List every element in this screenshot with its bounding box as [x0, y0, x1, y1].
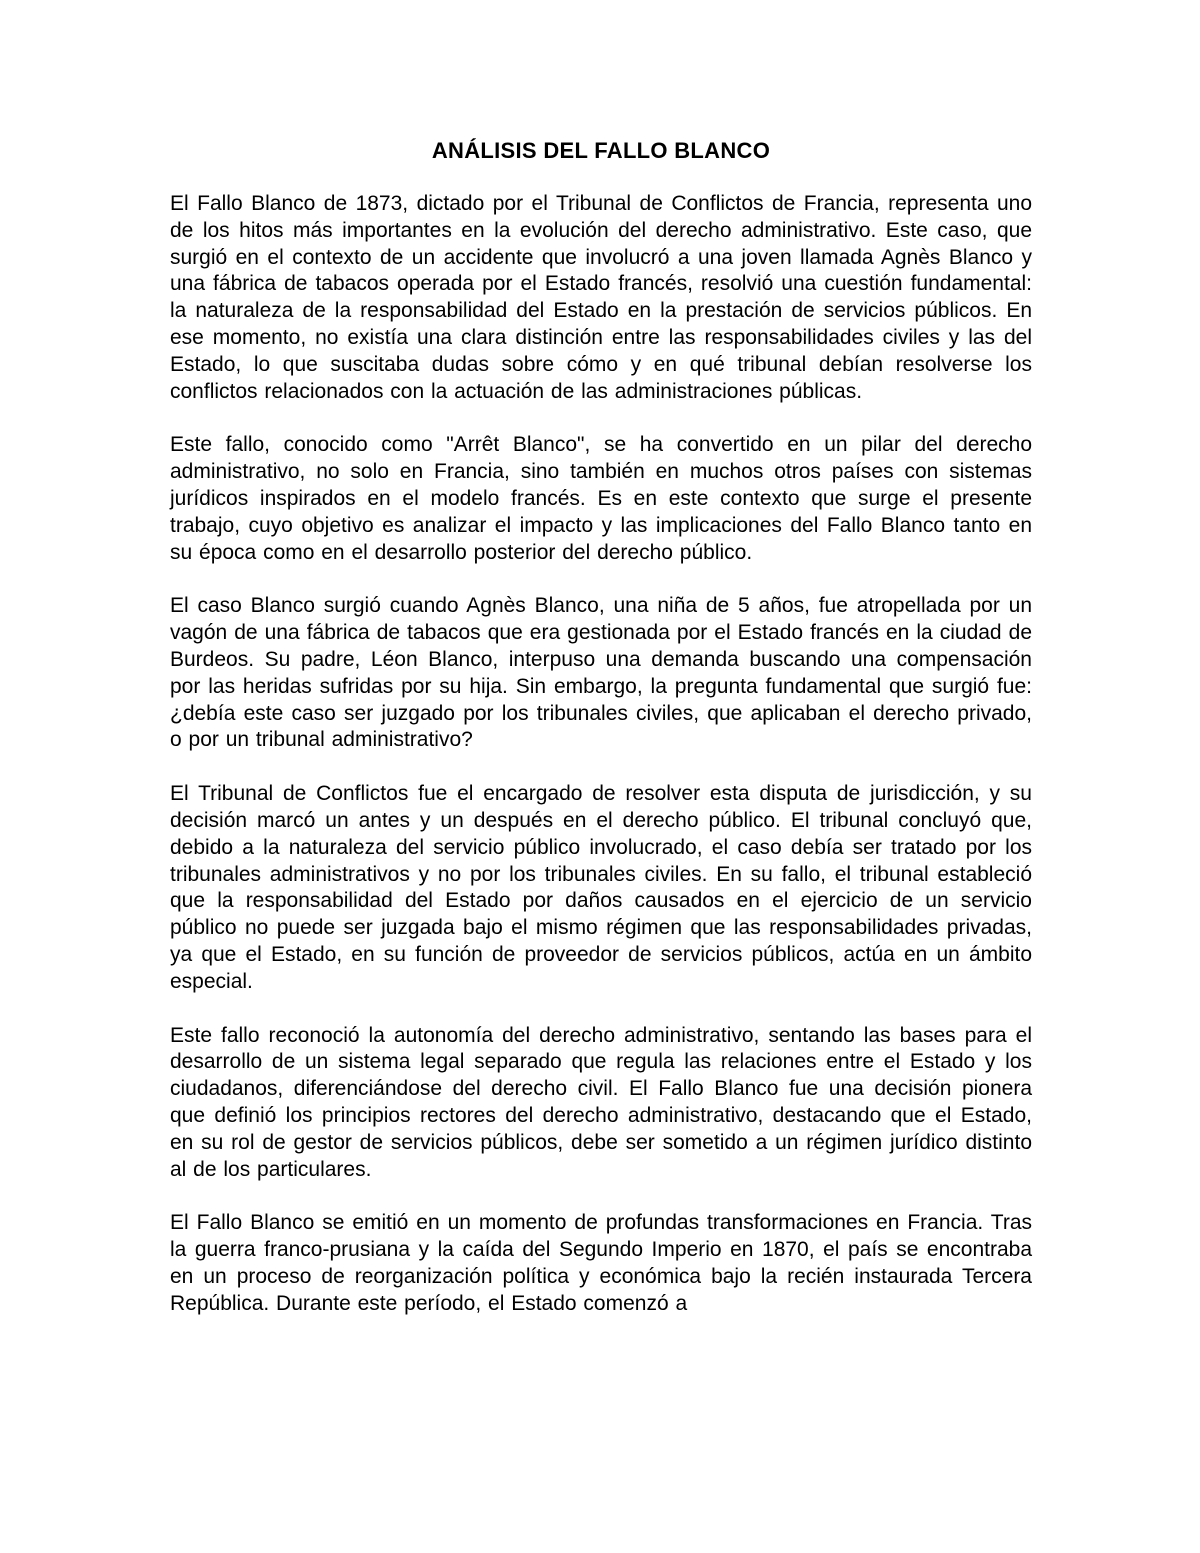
- paragraph-tribunal-conflictos: El Tribunal de Conflictos fue el encargado de resolver esta disputa de jurisdicción, y su decisión marcó un antes y un después en el derecho público. El tribunal concluyó que, debido a la naturaleza del servicio público involucrado, el caso debía ser tratado por los tribunales administrativos y no por los tribunales civiles. En su fallo, el tribunal estableció que la responsabilidad del Estado por daños causados en el ejercicio de un servicio público no puede ser juzgada bajo el mismo régimen que las responsabilidades privadas, ya que el Estado, en su función de proveedor de servicios públicos, actúa en un ámbito especial.: [170, 782, 1032, 993]
- paragraph-contexto-historico-francia: El Fallo Blanco se emitió en un momento de profundas transformaciones en Francia. Tras la guerra franco-prusiana y la caída del Segundo Imperio en 1870, el país se encontraba en un proceso de reorganización política y económica bajo la recién instaurada Tercera República. Durante este período, el Estado comenzó a: [170, 1211, 1032, 1315]
- paragraph-arret-blanco-pilar: Este fallo, conocido como "Arrêt Blanco", se ha convertido en un pilar del derecho administrativo, no solo en Francia, sino también en muchos otros países con sistemas jurídicos inspirados en el modelo francés. Es en este contexto que surge el presente trabajo, cuyo objetivo es analizar el impacto y las implicaciones del Fallo Blanco tanto en su época como en el desarrollo posterior del derecho público.: [170, 433, 1032, 564]
- paragraph-intro-fallo-blanco: El Fallo Blanco de 1873, dictado por el Tribunal de Conflictos de Francia, representa uno de los hitos más importantes en la evolución del derecho administrativo. Este caso, que surgió en el contexto de un accidente que involucró a una joven llamada Agnès Blanco y una fábrica de tabacos operada por el Estado francés, resolvió una cuestión fundamental: la naturaleza de la responsabilidad del Estado en la prestación de servicios públicos. En ese momento, no existía una clara distinción entre las responsabilidades civiles y las del Estado, lo que suscitaba dudas sobre cómo y en qué tribunal debían resolverse los conflictos relacionados con la actuación de las administraciones públicas.: [170, 192, 1032, 403]
- paragraph-caso-agnes-blanco: El caso Blanco surgió cuando Agnès Blanco, una niña de 5 años, fue atropellada por un vagón de una fábrica de tabacos que era gestionada por el Estado francés en la ciudad de Burdeos. Su padre, Léon Blanco, interpuso una demanda buscando una compensación por las heridas sufridas por su hija. Sin embargo, la pregunta fundamental que surgió fue: ¿debía este caso ser juzgado por los tribunales civiles, que aplicaban el derecho privado, o por un tribunal administrativo?: [170, 594, 1032, 752]
- paragraph-autonomia-derecho-administrativo: Este fallo reconoció la autonomía del derecho administrativo, sentando las bases para el desarrollo de un sistema legal separado que regula las relaciones entre el Estado y los ciudadanos, diferenciándose del derecho civil. El Fallo Blanco fue una decisión pionera que definió los principios rectores del derecho administrativo, destacando que el Estado, en su rol de gestor de servicios públicos, debe ser sometido a un régimen jurídico distinto al de los particulares.: [170, 1023, 1032, 1181]
- document-title: ANÁLISIS DEL FALLO BLANCO: [431, 138, 771, 163]
